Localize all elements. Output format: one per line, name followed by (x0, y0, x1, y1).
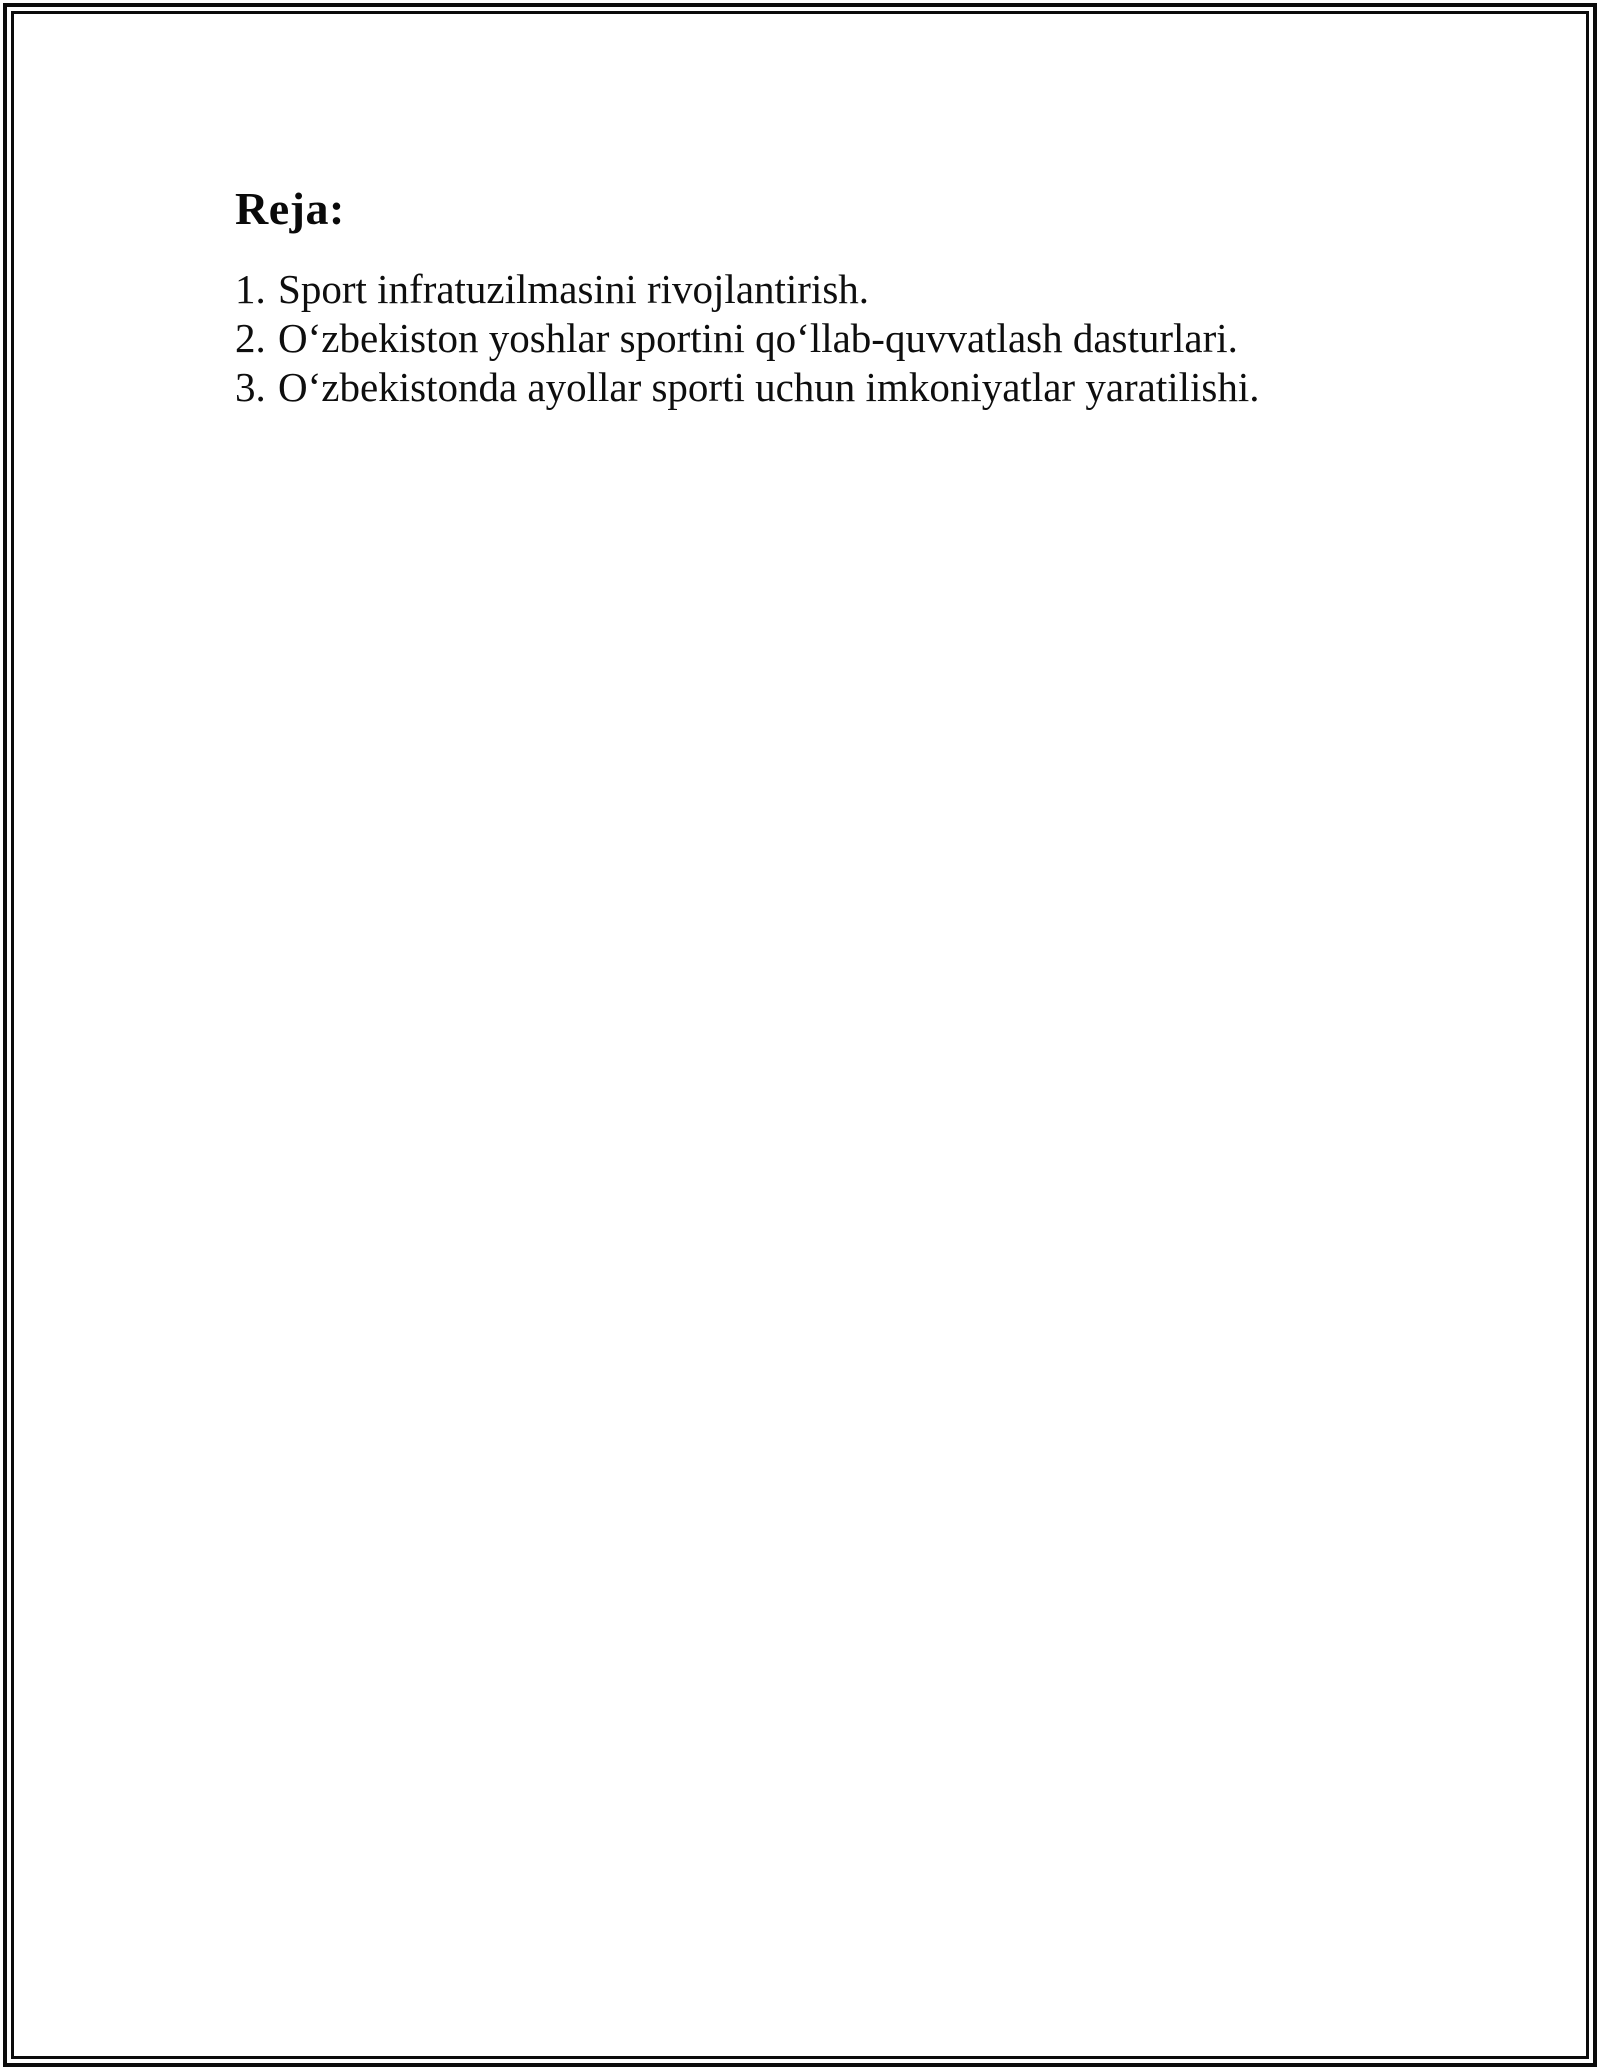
plan-list-item (235, 265, 1460, 314)
plan-list-item (235, 363, 1460, 412)
plan-item-number: 1. (235, 266, 266, 312)
plan-list (235, 265, 1460, 412)
page-title: Reja: (235, 183, 345, 234)
page-content (235, 183, 1460, 412)
plan-item-number: 3. (235, 364, 266, 410)
plan-item-number: 2. (235, 315, 266, 361)
plan-item-text: Sport infratuzilmasini rivojlantirish. (278, 266, 870, 312)
plan-item-text: O‘zbekiston yoshlar sportini qo‘llab-quvvatlash dasturlari. (278, 315, 1238, 361)
plan-item-text: O‘zbekistonda ayollar sporti uchun imkoniyatlar yaratilishi. (278, 364, 1260, 410)
plan-list-item (235, 314, 1460, 363)
